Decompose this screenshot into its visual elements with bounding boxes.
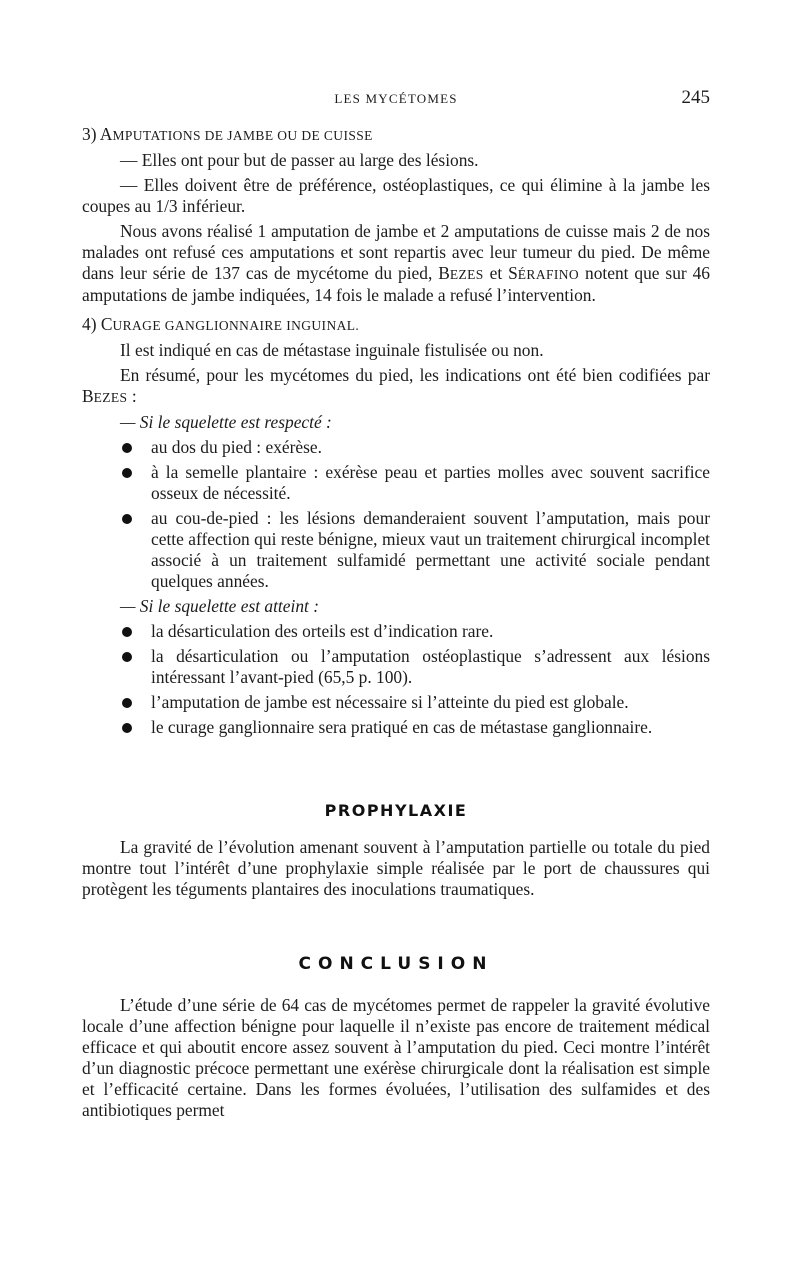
section-4-title: URAGE GANGLIONNAIRE INGUINAL.	[112, 318, 360, 333]
author-initial: S	[508, 263, 518, 283]
bullet-icon	[122, 514, 132, 524]
list-item	[82, 692, 710, 713]
bullet-icon	[122, 652, 132, 662]
list-item	[82, 508, 710, 592]
paragraph-text-b: :	[127, 386, 137, 406]
section-4-paragraph-1: Il est indiqué en cas de métastase inguinale fistulisée ou non.	[120, 340, 544, 360]
list-item-text: au dos du pied : exérèse.	[151, 437, 322, 457]
section-4-heading	[82, 314, 710, 336]
running-title: LES MYCÉTOMES	[334, 91, 458, 106]
prophylaxie-paragraph: La gravité de l’évolution amenant souvent à l’amputation partielle ou totale du pied montre tout l’intérêt d’une prophylaxie simple réalisée par le port de chaussures qui protègent les téguments plantaires des inoculations traumatiques.	[82, 837, 710, 899]
author-name: ÉRAFINO	[517, 267, 580, 282]
section-4-number: 4)	[82, 314, 97, 334]
list-item	[82, 462, 710, 504]
section-3-dash-2: — Elles doivent être de préférence, ostéoplastiques, ce qui élimine à la jambe les coupes au 1/3 inférieur.	[82, 175, 710, 216]
section-3-paragraph	[82, 221, 710, 306]
bullet-icon	[122, 723, 132, 733]
section-3-number: 3)	[82, 124, 97, 144]
list-item	[82, 437, 710, 458]
bullet-icon	[122, 468, 132, 478]
page-number: 245	[681, 87, 710, 108]
body-text	[82, 124, 710, 1121]
subheading-squelette-atteint: — Si le squelette est atteint :	[120, 596, 319, 616]
list-item-text: à la semelle plantaire : exérèse peau et parties molles avec souvent sacrifice osseux de nécessité.	[151, 462, 710, 503]
list-item	[82, 621, 710, 642]
list-item-text: le curage ganglionnaire sera pratiqué en cas de métastase ganglionnaire.	[151, 717, 653, 737]
author-initial: B	[82, 386, 94, 406]
section-3-dash-1: — Elles ont pour but de passer au large des lésions.	[120, 150, 479, 170]
subheading-squelette-respecte: — Si le squelette est respecté :	[120, 412, 332, 432]
prophylaxie-title: PROPHYLAXIE	[324, 801, 468, 820]
bullet-icon	[122, 627, 132, 637]
list-item	[82, 717, 710, 738]
bullet-list-atteint	[82, 621, 710, 738]
bullet-icon	[122, 443, 132, 453]
section-3-initial: A	[99, 124, 113, 144]
list-item-text: au cou-de-pied : les lésions demanderaient souvent l’amputation, mais pour cette affection qui reste bénigne, mieux vaut un traitement chirurgical incomplet associé à un traitement sulfamidé permettant une activité sociale pendant quelques années.	[151, 508, 710, 591]
section-3-title: MPUTATIONS DE JAMBE OU DE CUISSE	[112, 128, 373, 143]
section-4-paragraph-2	[82, 365, 710, 408]
author-name: EZES	[449, 267, 484, 282]
list-item-text: la désarticulation des orteils est d’indication rare.	[151, 621, 494, 641]
conclusion-paragraph: L’étude d’une série de 64 cas de mycétomes permet de rappeler la gravité évolutive locale d’une affection bénigne pour laquelle il n’existe pas encore de traitement médical efficace et qui aboutit encore assez souvent à l’amputation du pied. Ceci montre l’intérêt d’un diagnostic précoce permettant une exérèse chirurgicale dont la réalisation est simple et l’efficacité certaine. Dans les formes évoluées, l’utilisation des sulfamides et des antibiotiques permet	[82, 995, 710, 1120]
section-4-initial: C	[100, 314, 113, 334]
conclusion-title: CONCLUSION	[298, 954, 494, 974]
author-initial: B	[438, 263, 450, 283]
list-item-text: la désarticulation ou l’amputation ostéoplastique s’adressent aux lésions intéressant l’avant-pied (65,5 p. 100).	[151, 646, 710, 687]
bullet-list-respecte	[82, 437, 710, 592]
section-3-heading	[82, 124, 710, 146]
list-item-text: l’amputation de jambe est nécessaire si l’atteinte du pied est globale.	[151, 692, 629, 712]
paragraph-text-b: notent que sur 46 amputations de jambe indiquées, 14 fois le malade a refusé l’intervention.	[82, 263, 710, 305]
conjunction: et	[483, 263, 509, 283]
paragraph-text-a: En résumé, pour les mycétomes du pied, les indications ont été bien codifiées par	[120, 365, 710, 385]
paragraph-text-a: Nous avons réalisé 1 amputation de jambe et 2 amputations de cuisse mais 2 de nos malades ont refusé ces amputations et sont repartis avec leur tumeur du pied. De même dans leur série de 137 cas de mycétome du pied,	[82, 221, 710, 283]
list-item	[82, 646, 710, 688]
bullet-icon	[122, 698, 132, 708]
running-head	[82, 89, 710, 109]
author-name: EZES	[93, 390, 128, 405]
